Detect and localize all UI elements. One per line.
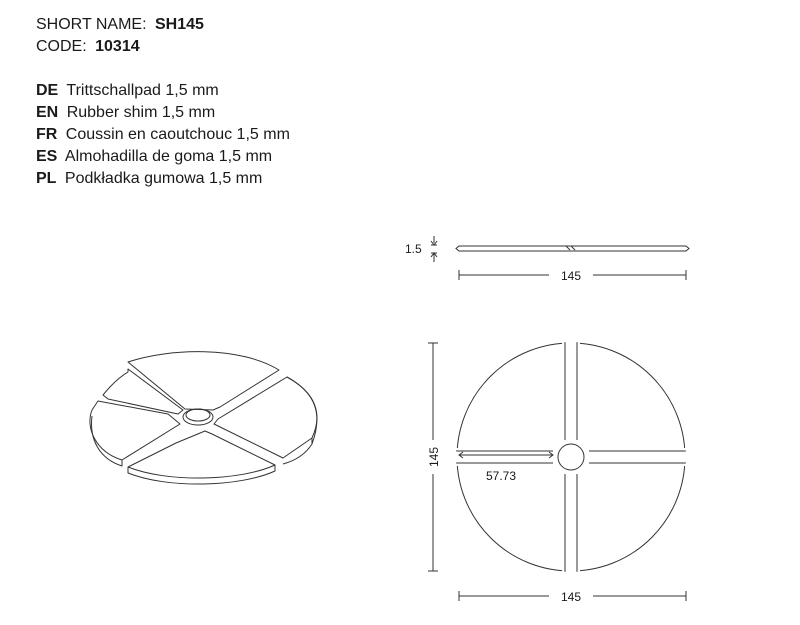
slot-length-label: 57.73 bbox=[486, 469, 517, 483]
translation-text: Podkładka gumowa 1,5 mm bbox=[64, 170, 263, 187]
translation-text: Almohadilla de goma 1,5 mm bbox=[64, 148, 273, 165]
iso-center-hole-inner bbox=[186, 409, 210, 421]
translation-text: Rubber shim 1,5 mm bbox=[66, 104, 216, 121]
iso-segment bbox=[90, 401, 180, 460]
iso-center-hole bbox=[183, 409, 213, 425]
iso-edge bbox=[283, 438, 312, 464]
lang-code: PL bbox=[36, 170, 57, 187]
iso-segment bbox=[214, 377, 317, 458]
short-name-value: SH145 bbox=[155, 16, 204, 33]
translation-text: Coussin en caoutchouc 1,5 mm bbox=[65, 126, 290, 143]
lang-code: EN bbox=[36, 104, 59, 121]
center-hole bbox=[558, 444, 584, 470]
side-width-label: 145 bbox=[561, 269, 582, 283]
side-view bbox=[431, 236, 689, 280]
side-profile bbox=[456, 246, 689, 251]
width-label: 145 bbox=[561, 590, 582, 604]
thickness-label: 1.5 bbox=[405, 242, 422, 256]
lang-code: FR bbox=[36, 126, 58, 143]
iso-edge bbox=[287, 377, 317, 444]
lang-code: ES bbox=[36, 148, 58, 165]
height-label: 145 bbox=[427, 446, 441, 468]
iso-segment bbox=[128, 431, 275, 478]
top-view bbox=[427, 330, 698, 604]
short-name-label: SHORT NAME: bbox=[36, 16, 147, 33]
iso-segment bbox=[128, 352, 279, 410]
code-value: 10314 bbox=[95, 38, 140, 55]
side-slot-mark bbox=[566, 246, 570, 250]
iso-segment bbox=[103, 369, 183, 414]
lang-code: DE bbox=[36, 82, 59, 99]
isometric-view bbox=[90, 352, 317, 484]
translation-text: Trittschallpad 1,5 mm bbox=[66, 82, 219, 99]
code-label: CODE: bbox=[36, 38, 87, 55]
side-slot-mark bbox=[571, 246, 575, 250]
iso-edge bbox=[128, 465, 275, 484]
